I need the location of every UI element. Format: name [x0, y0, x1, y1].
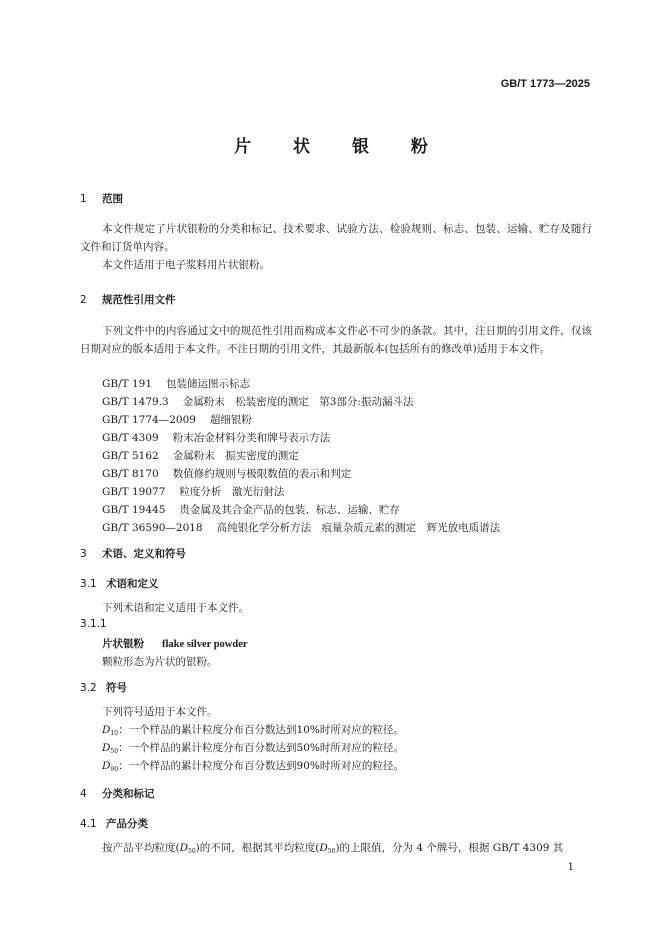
reference-code: GB/T 1774—2009: [102, 414, 196, 426]
section-3-2-heading: [80, 680, 127, 695]
section-1-paragraph-2: 本文件适用于电子浆料用片状银粉。: [102, 259, 270, 271]
reference-code: GB/T 1479.3: [102, 396, 169, 408]
text-run: )的不同，根据其平均粒度(: [195, 842, 320, 854]
reference-item: [102, 448, 299, 463]
section-3-1-heading: [80, 576, 159, 591]
reference-code: GB/T 8170: [102, 468, 159, 480]
term-chinese: 片状银粉: [102, 638, 144, 650]
reference-title: 超细银粉: [209, 414, 252, 426]
reference-title: 粒度分析 激光衍射法: [179, 486, 285, 498]
section-number: 3: [80, 548, 87, 560]
symbol-subscript: 90: [110, 766, 119, 773]
reference-title: 金属粉末 振实密度的测定: [172, 450, 299, 462]
reference-item: [102, 502, 400, 517]
reference-item: [102, 430, 330, 445]
reference-title: 包装储运图示标志: [166, 378, 251, 390]
section-3-1-1-number: 3.1.1: [80, 618, 107, 630]
section-2-paragraph-1: 下列文件中的内容通过文中的规范性引用而构成本文件必不可少的条款。其中，注日期的引用文件，仅该日期对应的版本适用于本文件。不注日期的引用文件，其最新版本(包括所有的修改单)适用于本文件。: [80, 325, 592, 355]
symbol: D: [102, 724, 111, 736]
section-1-paragraph-1: 本文件规定了片状银粉的分类和标记、技术要求、试验方法、检验规则、标志、包装、运输、贮存及随行文件和订货单内容。: [80, 223, 592, 253]
term-entry: [102, 636, 248, 651]
section-title: 符号: [106, 682, 127, 694]
symbol: D: [319, 842, 328, 854]
symbol-item: [102, 740, 404, 755]
section-number: 4.1: [80, 818, 97, 830]
reference-item: [102, 484, 284, 499]
term-definition: 颗粒形态为片状的银粉。: [102, 656, 218, 668]
section-number: 3.1: [80, 578, 97, 590]
reference-code: GB/T 4309: [102, 432, 159, 444]
section-number: 1: [80, 193, 87, 205]
reference-title: 金属粉末 松装密度的测定 第3部分:振动漏斗法: [182, 396, 414, 408]
reference-code: GB/T 19445: [102, 504, 166, 516]
section-title: 产品分类: [106, 818, 148, 830]
section-3-2-paragraph: 下列符号适用于本文件。: [102, 706, 218, 718]
reference-item: [102, 466, 351, 481]
term-english: flake silver powder: [162, 639, 248, 650]
section-3-1-paragraph: 下列术语和定义适用于本文件。: [102, 602, 249, 614]
section-3-heading: [80, 546, 186, 561]
section-title: 术语、定义和符号: [102, 548, 186, 560]
reference-title: 数值修约规则与极限数值的表示和判定: [172, 468, 352, 480]
page-number: 1: [567, 862, 574, 873]
section-4-1-paragraph: [102, 840, 563, 855]
section-title: 分类和标记: [102, 788, 155, 800]
section-4-1-heading: [80, 816, 148, 831]
text-run: )的上限值，分为 4 个牌号，根据 GB/T 4309 其: [335, 842, 564, 854]
symbol-description: ：一个样品的累计粒度分布百分数达到50%时所对应的粒径。: [118, 742, 404, 754]
section-1-heading: [80, 191, 123, 206]
reference-code: GB/T 36590—2018: [102, 522, 203, 534]
symbol-item: [102, 722, 404, 737]
symbol-description: ：一个样品的累计粒度分布百分数达到90%时所对应的粒径。: [118, 760, 404, 772]
symbol-subscript: 50: [188, 848, 196, 855]
symbol-description: ：一个样品的累计粒度分布百分数达到10%时所对应的粒径。: [118, 724, 404, 736]
section-title: 范围: [102, 193, 123, 205]
reference-title: 粉末冶金材料分类和牌号表示方法: [172, 432, 331, 444]
section-4-heading: [80, 786, 155, 801]
reference-item: [102, 412, 252, 427]
section-2-heading: [80, 292, 176, 307]
symbol-item: [102, 758, 404, 773]
symbol-subscript: 50: [110, 748, 119, 755]
reference-item: [102, 376, 250, 391]
reference-code: GB/T 191: [102, 378, 153, 390]
reference-item: [102, 394, 413, 409]
symbol-subscript: 10: [110, 730, 119, 737]
section-title: 术语和定义: [106, 578, 159, 590]
standard-id: GB/T 1773—2025: [500, 78, 590, 90]
reference-code: GB/T 19077: [102, 486, 166, 498]
section-title: 规范性引用文件: [102, 294, 176, 306]
text-run: 按产品平均粒度(: [102, 842, 180, 854]
section-number: 4: [80, 788, 87, 800]
symbol: D: [179, 842, 189, 854]
section-number: 2: [80, 294, 87, 306]
reference-code: GB/T 5162: [102, 450, 159, 462]
document-title: 片 状 银 粉: [234, 137, 446, 157]
reference-item: [102, 520, 500, 535]
reference-title: 高纯银化学分析方法 痕量杂质元素的测定 辉光放电质谱法: [216, 522, 501, 534]
symbol: D: [102, 760, 111, 772]
symbol: D: [102, 742, 111, 754]
reference-title: 贵金属及其合金产品的包装、标志、运输、贮存: [179, 504, 400, 516]
symbol-subscript: 50: [327, 848, 336, 855]
section-number: 3.2: [80, 682, 97, 694]
